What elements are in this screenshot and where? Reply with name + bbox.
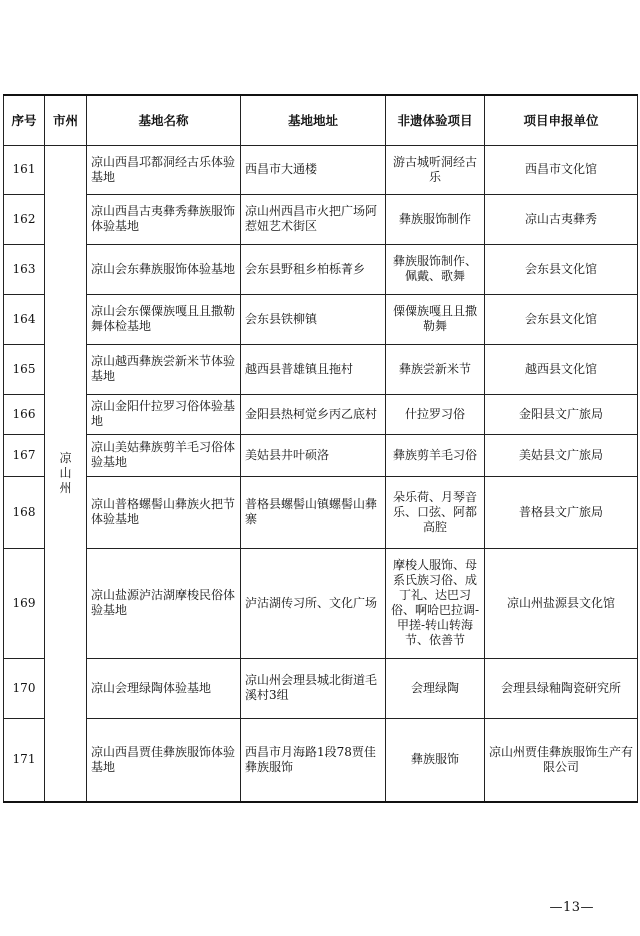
row-no: 163 [4, 244, 45, 294]
header-city: 市州 [45, 95, 87, 145]
city-cell [45, 145, 87, 802]
row-item: 摩梭人服饰、母系氏族习俗、成丁礼、达巴习俗、啊哈巴拉调-甲搓-转山转海节、依善节 [386, 548, 485, 658]
row-name: 凉山越西彝族尝新米节体验基地 [87, 344, 241, 394]
row-no: 168 [4, 476, 45, 548]
row-address: 金阳县热柯觉乡丙乙底村 [241, 394, 386, 434]
row-item: 彝族剪羊毛习俗 [386, 434, 485, 476]
table-row [4, 394, 638, 434]
row-unit: 会东县文化馆 [485, 294, 638, 344]
row-unit: 凉山州盐源县文化馆 [485, 548, 638, 658]
row-unit: 越西县文化馆 [485, 344, 638, 394]
row-no: 165 [4, 344, 45, 394]
row-no: 166 [4, 394, 45, 434]
city-name: 凉山州 [59, 450, 72, 495]
row-no: 164 [4, 294, 45, 344]
row-name: 凉山西昌古夷彝秀彝族服饰体验基地 [87, 194, 241, 244]
row-name: 凉山会东彝族服饰体验基地 [87, 244, 241, 294]
row-address: 西昌市大通楼 [241, 145, 386, 194]
row-address: 越西县普雄镇且拖村 [241, 344, 386, 394]
row-unit: 会理县绿釉陶瓷研究所 [485, 658, 638, 718]
row-unit: 会东县文化馆 [485, 244, 638, 294]
row-item: 彝族尝新米节 [386, 344, 485, 394]
row-item: 彝族服饰制作 [386, 194, 485, 244]
table-row [4, 548, 638, 658]
row-address: 会东县野租乡柏栎菁乡 [241, 244, 386, 294]
row-item: 彝族服饰 [386, 718, 485, 802]
row-name: 凉山金阳什拉罗习俗体验基地 [87, 394, 241, 434]
row-address: 普格县螺髻山镇螺髻山彝寨 [241, 476, 386, 548]
table-row [4, 658, 638, 718]
row-name: 凉山会东僳僳族嘎且且撒勒舞体检基地 [87, 294, 241, 344]
row-name: 凉山美姑彝族剪羊毛习俗体验基地 [87, 434, 241, 476]
row-no: 171 [4, 718, 45, 802]
table-row [4, 145, 638, 194]
header-row [4, 95, 638, 145]
row-address: 美姑县井叶硕洛 [241, 434, 386, 476]
row-no: 161 [4, 145, 45, 194]
row-address: 凉山州西昌市火把广场阿惹妞艺术街区 [241, 194, 386, 244]
header-no: 序号 [4, 95, 45, 145]
row-item: 游古城听洞经古乐 [386, 145, 485, 194]
row-name: 凉山西昌贾佳彝族服饰体验基地 [87, 718, 241, 802]
row-item: 傈僳族嘎且且撒勒舞 [386, 294, 485, 344]
table-row [4, 244, 638, 294]
table-row [4, 476, 638, 548]
row-no: 167 [4, 434, 45, 476]
table-row [4, 344, 638, 394]
row-name: 凉山普格螺髻山彝族火把节体验基地 [87, 476, 241, 548]
header-item: 非遗体验项目 [386, 95, 485, 145]
row-item: 彝族服饰制作、佩戴、歌舞 [386, 244, 485, 294]
row-unit: 西昌市文化馆 [485, 145, 638, 194]
row-no: 170 [4, 658, 45, 718]
table-row [4, 434, 638, 476]
row-item: 什拉罗习俗 [386, 394, 485, 434]
row-name: 凉山盐源泸沽湖摩梭民俗体验基地 [87, 548, 241, 658]
table-row [4, 194, 638, 244]
table-row [4, 294, 638, 344]
row-address: 凉山州会理县城北街道毛溪村3组 [241, 658, 386, 718]
row-name: 凉山西昌邛都洞经古乐体验基地 [87, 145, 241, 194]
row-no: 162 [4, 194, 45, 244]
row-item: 会理绿陶 [386, 658, 485, 718]
header-name: 基地名称 [87, 95, 241, 145]
row-address: 西昌市月海路1段78贾佳彝族服饰 [241, 718, 386, 802]
row-address: 泸沽湖传习所、文化广场 [241, 548, 386, 658]
row-unit: 普格县文广旅局 [485, 476, 638, 548]
header-address: 基地地址 [241, 95, 386, 145]
row-unit: 凉山州贾佳彝族服饰生产有限公司 [485, 718, 638, 802]
row-address: 会东县铁柳镇 [241, 294, 386, 344]
table-row [4, 718, 638, 802]
base-table [3, 94, 638, 803]
row-unit: 金阳县文广旅局 [485, 394, 638, 434]
header-unit: 项目申报单位 [485, 95, 638, 145]
page-number: —13— [549, 900, 594, 915]
row-no: 169 [4, 548, 45, 658]
row-unit: 凉山古夷彝秀 [485, 194, 638, 244]
row-name: 凉山会理绿陶体验基地 [87, 658, 241, 718]
row-unit: 美姑县文广旅局 [485, 434, 638, 476]
row-item: 朵乐荷、月琴音乐、口弦、阿都高腔 [386, 476, 485, 548]
